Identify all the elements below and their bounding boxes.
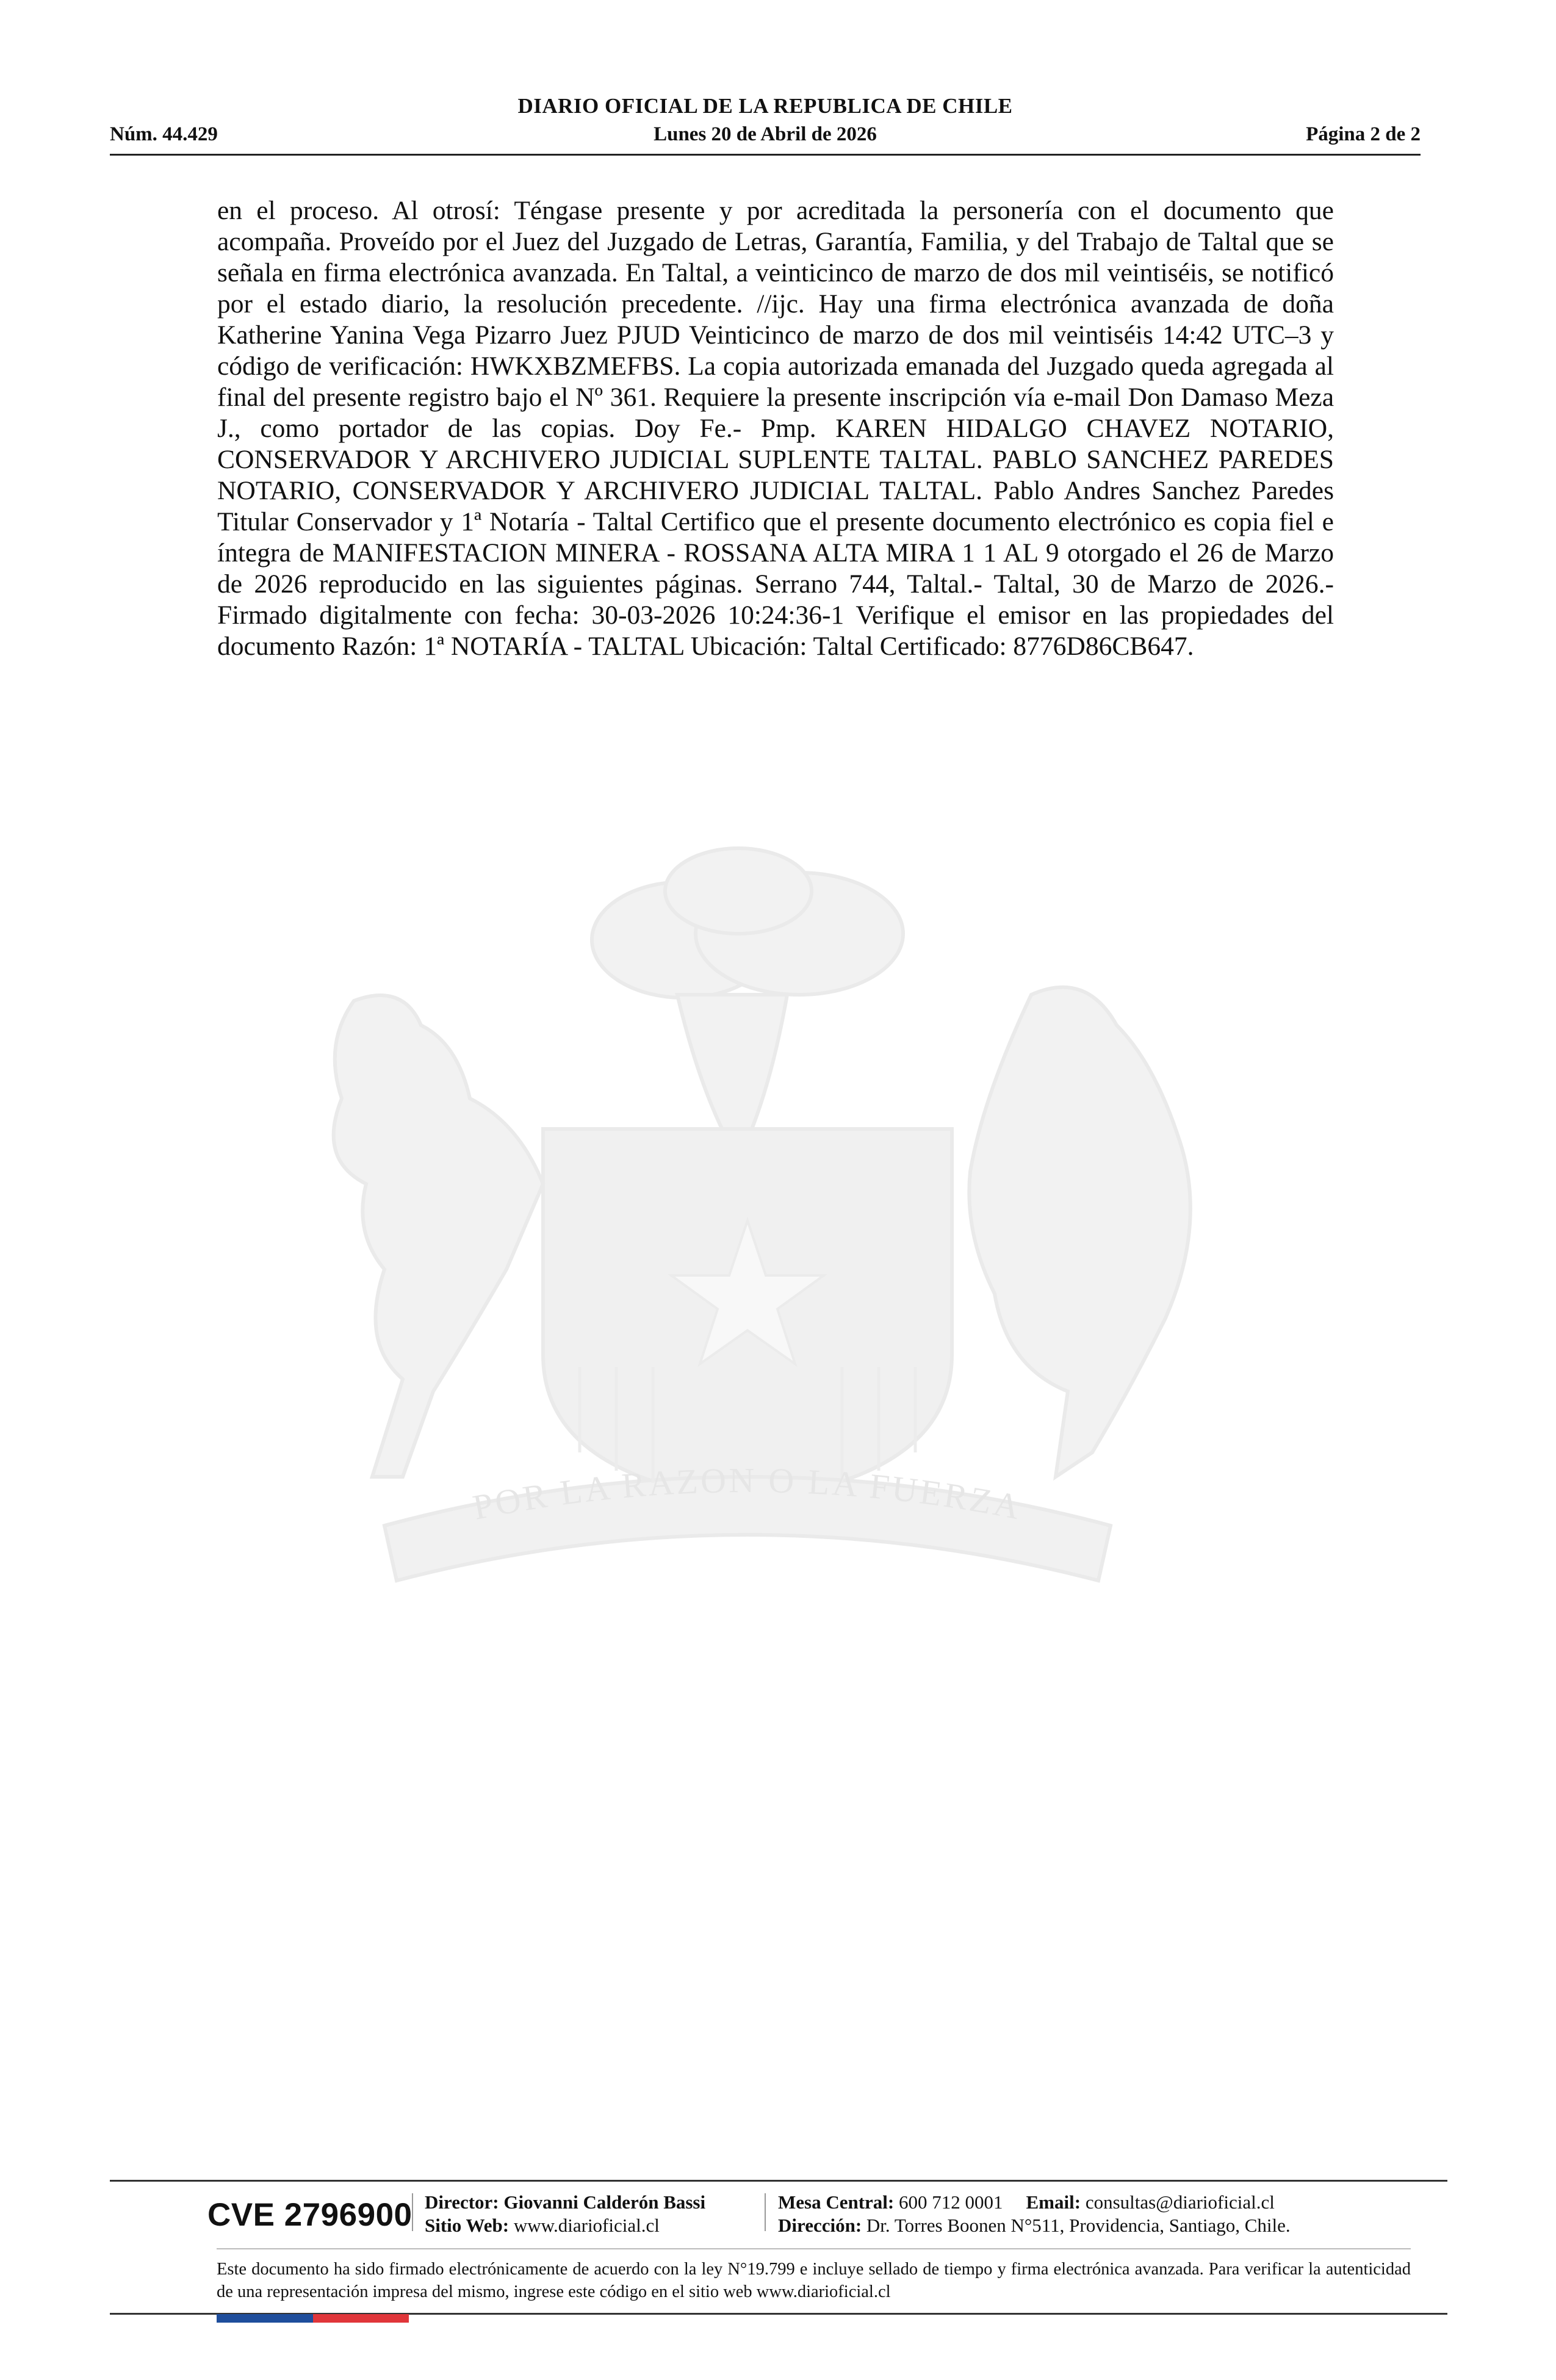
flag-stripe: [217, 2314, 409, 2323]
mesa-label: Mesa Central:: [778, 2191, 895, 2213]
web-label: Sitio Web:: [425, 2215, 510, 2236]
footer-director-block: [425, 2191, 705, 2237]
cve-code: CVE 2796900: [207, 2197, 412, 2233]
email-link[interactable]: consultas@diarioficial.cl: [1085, 2191, 1275, 2213]
flag-red-segment: [313, 2314, 409, 2323]
director-label: Director:: [425, 2191, 499, 2213]
signature-notice: Este documento ha sido firmado electrónicamente de acuerdo con la ley N°19.799 e incluye sellado de tiempo y firma electrónica avanzada. Para verificar la autenticidad de una representación impresa del mismo, ingrese este código en el sitio web www.diarioficial.cl: [217, 2260, 1411, 2301]
document-body: en el proceso. Al otrosí: Téngase presente y por acreditada la personería con el documento que acompaña. Proveído por el Juez del Juzgado de Letras, Garantía, Familia, y del Trabajo de Taltal que se señala en firma electrónica avanzada. En Taltal, a veinticinco de marzo de dos mil veintiséis, se notificó por el estado diario, la resolución precedente. //ijc. Hay una firma electrónica avanzada de doña Katherine Yanina Vega Pizarro Juez PJUD Veinticinco de marzo de dos mil veintiséis 14:42 UTC–3 y código de verificación: HWKXBZMEFBS. La copia autorizada emanada del Juzgado queda agregada al final del presente registro bajo el Nº 361. Requiere la presente inscripción vía e-mail Don Damaso Meza J., como portador de las copias. Doy Fe.- Pmp. KAREN HIDALGO CHAVEZ NOTARIO, CONSERVADOR Y ARCHIVERO JUDICIAL SUPLENTE TALTAL. PABLO SANCHEZ PAREDES NOTARIO, CONSERVADOR Y ARCHIVERO JUDICIAL TALTAL. Pablo Andres Sanchez Paredes Titular Conservador y 1ª Notaría - Taltal Certifico que el presente documento electrónico es copia fiel e íntegra de MANIFESTACION MINERA - ROSSANA ALTA MIRA 1 1 AL 9 otorgado el 26 de Marzo de 2026 reproducido en las siguientes páginas. Serrano 744, Taltal.- Taltal, 30 de Marzo de 2026.- Firmado digitalmente con fecha: 30-03-2026 10:24:36-1 Verifique el emisor en las propiedades del documento Razón: 1ª NOTARÍA - TALTAL Ubicación: Taltal Certificado: 8776D86CB647.: [217, 196, 1334, 661]
mesa-phone: 600 712 0001: [899, 2191, 1003, 2213]
page-header: [110, 93, 1421, 157]
director-name: Giovanni Calderón Bassi: [503, 2191, 706, 2213]
footer-top-divider: [110, 2180, 1447, 2182]
web-link[interactable]: www.diarioficial.cl: [513, 2215, 660, 2236]
motto-text: POR LA RAZON O LA FUERZA: [469, 1460, 1026, 1527]
page-indicator: Página 2 de 2: [1306, 123, 1421, 145]
address-value: Dr. Torres Boonen N°511, Providencia, Santiago, Chile.: [866, 2215, 1291, 2236]
publication-title: DIARIO OFICIAL DE LA REPUBLICA DE CHILE: [517, 94, 1013, 118]
flag-blue-segment: [217, 2314, 313, 2323]
footer-separator: [412, 2193, 413, 2231]
chile-coat-of-arms-icon: [201, 842, 1294, 1684]
header-divider: [110, 154, 1421, 156]
issue-number: Núm. 44.429: [110, 123, 218, 145]
footer-contact-block: [778, 2191, 1291, 2237]
page-footer: [110, 2180, 1447, 2339]
issue-date: Lunes 20 de Abril de 2026: [654, 123, 877, 145]
footer-separator: [765, 2193, 766, 2231]
address-label: Dirección:: [778, 2215, 862, 2236]
email-label: Email:: [1026, 2191, 1081, 2213]
footer-mid-divider: [217, 2248, 1411, 2249]
